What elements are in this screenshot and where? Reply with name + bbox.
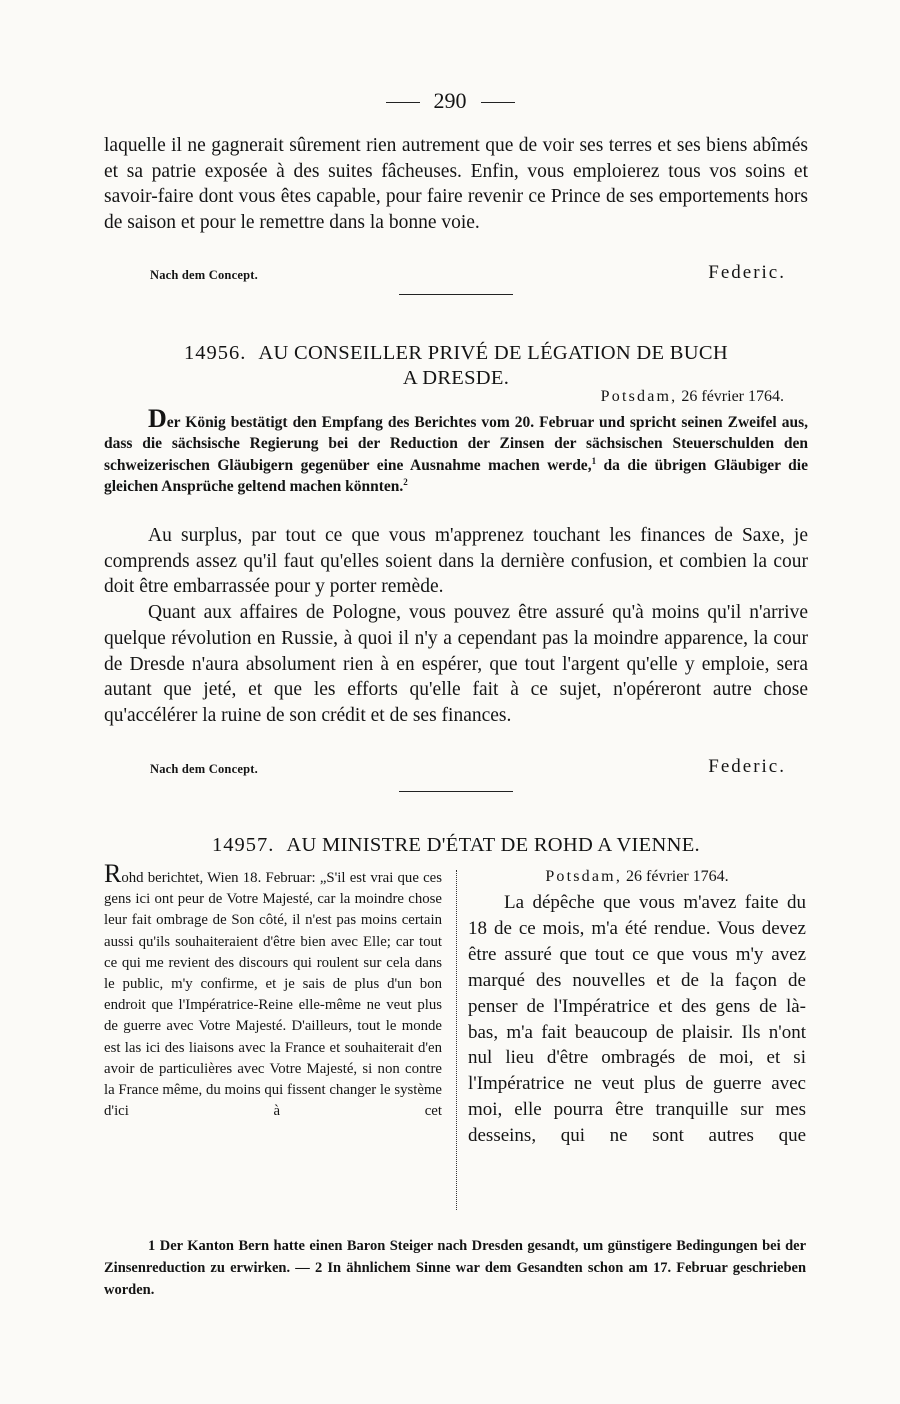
section-rule	[399, 294, 513, 295]
footnote-mark-2: 2	[314, 1259, 323, 1276]
letter1-body	[104, 523, 808, 729]
letter-number: 14956.	[184, 342, 247, 364]
regest-text	[104, 404, 808, 497]
regest-part2: da die übrigen Gläubiger die gleichen Ansprüche geltend machen könnten.	[104, 456, 808, 495]
letter-title: AU CONSEILLER PRIVÉ DE LÉGATION DE BUCH	[258, 342, 728, 364]
folio-dash-left	[386, 102, 420, 103]
continuation-block	[104, 133, 808, 236]
letter-number: 14957.	[212, 834, 275, 856]
regest-part1: er König bestätigt den Empfang des Berichtes vom 20. Februar und spricht seinen Zweifel aus, dass die sächsische Regierung bei der Reduction der Zinsen der sächsischen Steuerschulden den schweizerischen Gläubigern gegenüber eine Ausnahme machen werde,	[104, 414, 808, 474]
footnotes	[104, 1236, 806, 1301]
letter2-text: La dépêche que vous m'avez faite du 18 de ce mois, m'a été rendue. Vous devez être assuré que tout ce que vous m'y avez marqué des nouvelles et de la façon de penser de l'Impératrice et des gens de là-bas, m'a fait beaucoup de plaisir. Ils n'ont nul lieu d'être ombragés de moi, et si l'Impératrice ne veut plus de guerre avec moi, elle pourra être tranquille sur mes desseins, qui ne sont autres que	[468, 892, 806, 1147]
letter-dateline	[468, 868, 806, 886]
folio-number: 290	[433, 88, 467, 113]
report-head: ohd berichtet, Wien 18. Februar:	[121, 870, 316, 886]
date-place: Potsdam,	[600, 388, 678, 405]
date-text: 26 février 1764.	[626, 868, 729, 885]
letter1-para1: Au surplus, par tout ce que vous m'apprenez touchant les finances de Saxe, je comprends assez qu'il faut qu'elles soient dans la dernière confusion, et combien la cour doit être embarrassée pour y porter remède.	[104, 525, 808, 598]
column-divider	[456, 870, 457, 1210]
report-text	[104, 859, 442, 1122]
letter1-para2: Quant aux affaires de Pologne, vous pouvez être assuré qu'à moins qu'il n'arrive quelque révolution en Russie, à quoi il n'y a cependant pas la moindre apparence, la cour de Dresde n'aura absolument rien à en espérer, que tout l'argent qu'elle y emploie, sera autant que jeté, et que les efforts qu'elle fait à ce sujet, n'opéreront autre chose qu'accélérer la ruine de son crédit et de ses finances.	[104, 602, 808, 726]
report-body: „S'il est vrai que ces gens ici ont peur de Votre Majesté, car la moindre chose leur fait ombrage de Son côté, il n'est pas moins certain aussi qu'ils souhaiteraient d'être bien avec Elle; car tout ce qui me revient des discours qui roulent sur cela dans le public, m'y confirme, et je sais de plus d'un bon endroit que l'Impératrice-Reine elle-même ne veut plus de guerre avec Votre Majesté. D'ailleurs, tout le monde est las ici des liaisons avec la France et souhaiterait d'en avoir de particulières avec Votre Majesté, si non contre la France même, du moins qui fissent changer le système d'ici à cet	[104, 870, 442, 1120]
date-place: Potsdam,	[545, 868, 623, 885]
footnote-mark-1: 1	[148, 1238, 156, 1254]
letter1-footer	[150, 756, 786, 780]
footnote-separator: —	[290, 1259, 315, 1276]
letter-title-line2: A DRESDE.	[402, 367, 510, 389]
footnote-ref-2: 2	[403, 476, 408, 487]
footnote-1: Der Kanton Bern hatte einen Baron Steiger nach Dresden gesandt, um günstigere Bedingungen bei der Zinsenreduction zu erwirken.	[104, 1238, 806, 1276]
concept-note: Nach dem Concept.	[150, 762, 258, 776]
continuation-text: laquelle il ne gagnerait sûrement rien autrement que de voir ses terres et ses biens abîmés et sa patrie exposée à des suites fâcheuses. Enfin, vous emploierez tous vos soins et savoir-faire dont vous êtes capable, pour faire revenir ce Prince de ses emportements hors de saison et pour le remettre dans la bonne voie.	[104, 135, 808, 234]
signature: Federic.	[708, 262, 786, 283]
report-initial: R	[104, 859, 122, 888]
footnote-ref-1: 1	[591, 455, 597, 466]
footnote-2: In ähnlichem Sinne war dem Gesandten schon am 17. Februar geschrieben worden.	[104, 1259, 807, 1298]
date-text: 26 février 1764.	[681, 388, 784, 405]
section-rule	[399, 791, 513, 792]
concept-note: Nach dem Concept.	[150, 268, 258, 282]
folio-dash-right	[481, 102, 515, 103]
continuation-footer	[150, 262, 786, 286]
letter-heading	[104, 341, 808, 391]
page-number	[0, 88, 900, 114]
letter-heading	[104, 833, 808, 858]
regest-block	[104, 404, 808, 497]
regest-initial: D	[148, 404, 167, 433]
letter-title: AU MINISTRE D'ÉTAT DE ROHD A VIENNE.	[286, 834, 700, 856]
letter-column	[468, 868, 806, 1149]
report-column	[104, 859, 442, 1122]
signature: Federic.	[708, 756, 786, 777]
letter-dateline	[601, 388, 784, 406]
